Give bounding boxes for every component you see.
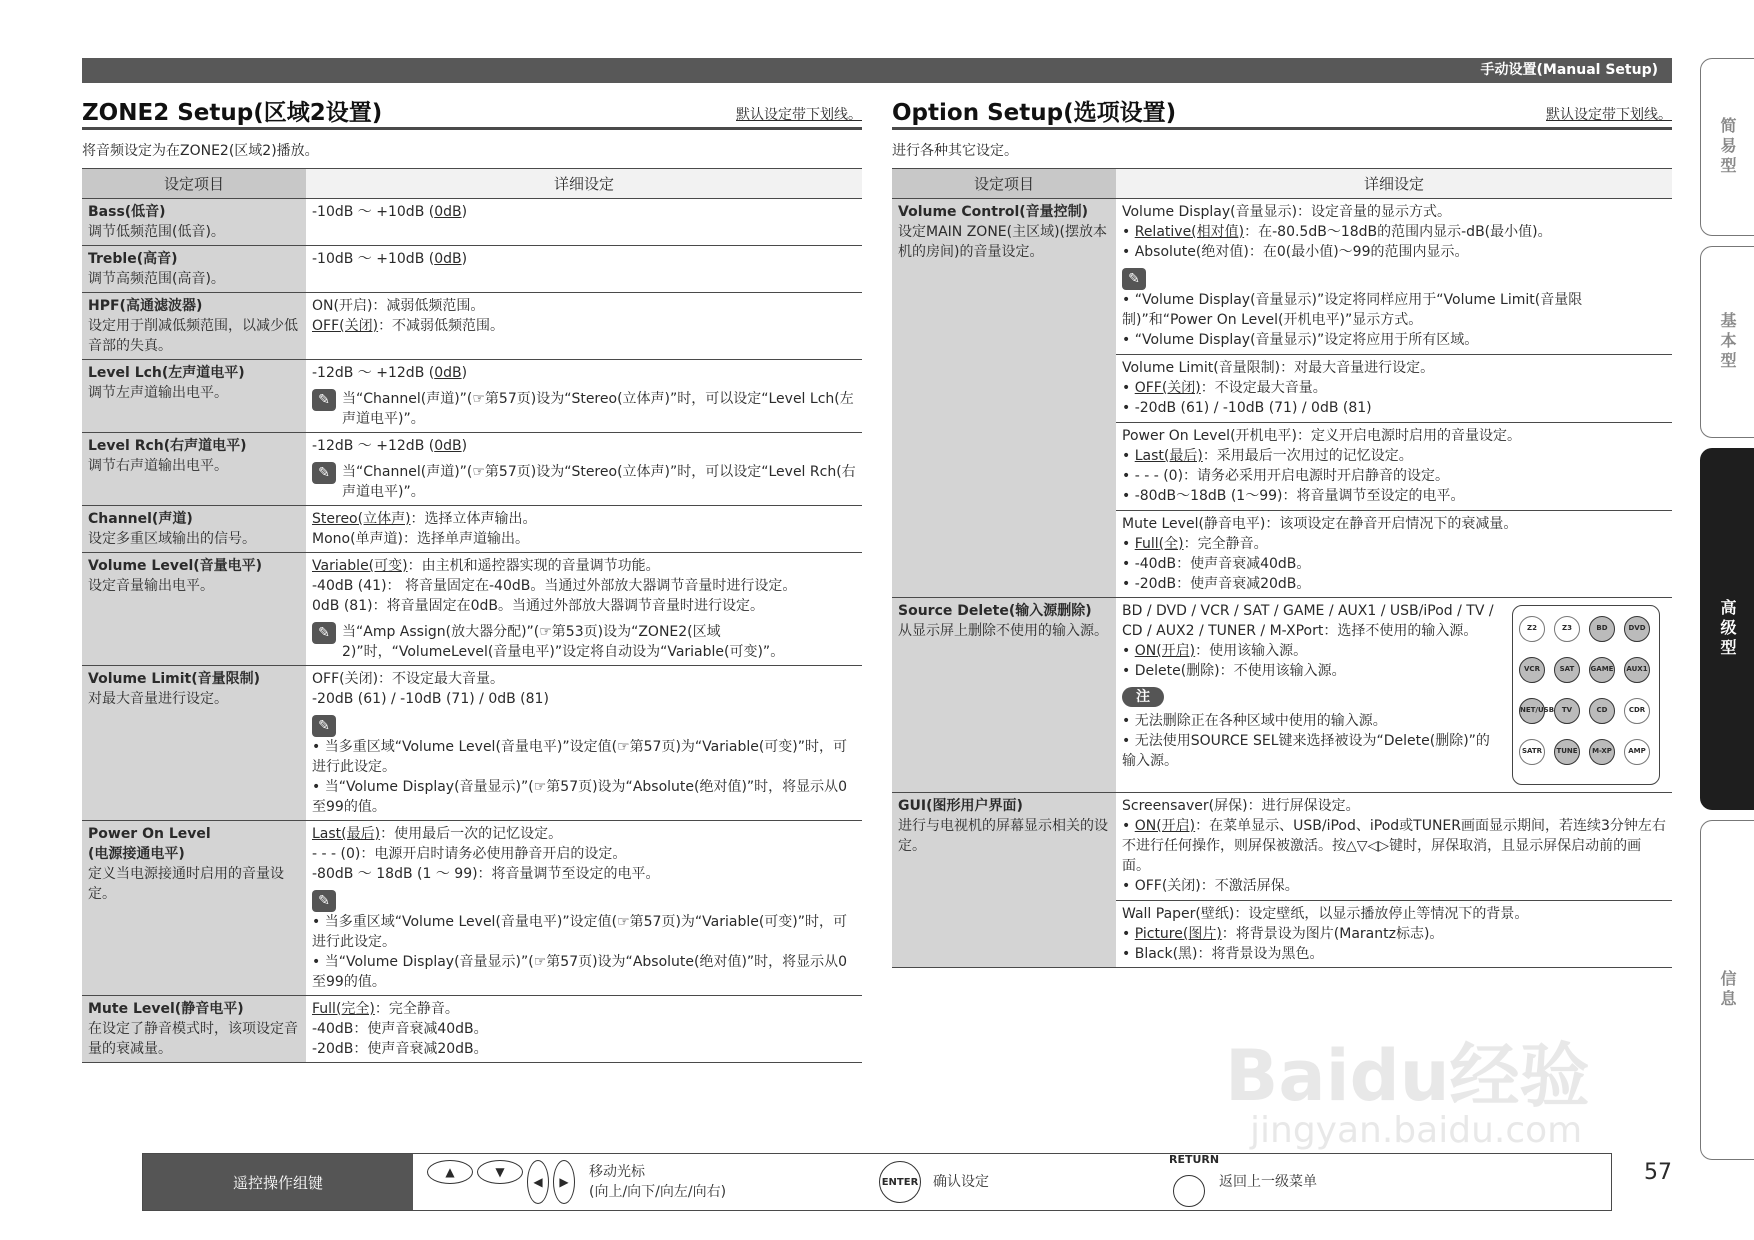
remote-button-amp: AMP (1624, 739, 1650, 765)
table-row: Level Rch(右声道电平) 调节右声道输出电平。 -12dB 〜 +12dB (0dB) ✎ 当“Channel(声道)”(☞第57页)设为“Stereo(立体声)”时，可以设定“Level Rch(右声道电平)”。 (82, 433, 862, 506)
page-number: 57 (1644, 1160, 1672, 1185)
enter-button-icon: ENTER (879, 1161, 921, 1203)
zone2-title: ZONE2 Setup(区域2设置) (82, 100, 383, 126)
caution-badge: 注 (1122, 687, 1164, 707)
watermark-logo: Baidu经验 (1225, 1035, 1590, 1117)
table-row: Source Delete(输入源删除) 从显示屏上删除不使用的输入源。 Z2 Z3 BD DVD VCR SAT GAME AUX1 NET/USB TV CD CDR SATR TUNE M-XP AMP BD / DVD / VCR / SAT / GAME / AUX1 / USB/iPod / TV / CD / AUX2 / TUNER / M-XPort：选择不使用的输入源。 • ON(开启)：使用该输入源。 • Delete(删除)：不使用该输入源。 注 • 无法删除正在各种区域中使用的输入源。 • 无法使用SOURCE SEL键来选择被设为“Delete(删除)”的输入源。 (892, 598, 1672, 793)
remote-button-bd: BD (1589, 616, 1615, 642)
tab-simple[interactable]: 简易型 (1700, 58, 1754, 236)
remote-button-cdr: CDR (1624, 698, 1650, 724)
table-row: Volume Limit(音量限制) 对最大音量进行设定。 OFF(关闭)：不设定最大音量。 -20dB (61) / -10dB (71) / 0dB (81) ✎ • 当多重区域“Volume Level(音量电平)”设定值(☞第57页)为“Variable(可变)”时，可进行此设定。 • 当“Volume Display(音量显示)”(☞第57页)设为“Absolute(绝对值)”时，将显示从0至99的值。 (82, 666, 862, 821)
remote-button-z2: Z2 (1519, 616, 1545, 642)
zone2-intro: 将音频设定为在ZONE2(区域2)播放。 (82, 143, 319, 159)
remote-button-vcr: VCR (1519, 657, 1545, 683)
pencil-icon: ✎ (312, 715, 336, 737)
remote-button-satr: SATR (1519, 739, 1545, 765)
table-row: Bass(低音) 调节低频范围(低音)。 -10dB 〜 +10dB (0dB) (82, 199, 862, 246)
default-note: 默认设定带下划线。 (736, 107, 862, 123)
right-arrow-icon: ▶ (553, 1160, 575, 1204)
option-title: Option Setup(选项设置) (892, 100, 1177, 126)
remote-button-sat: SAT (1554, 657, 1580, 683)
down-arrow-icon: ▼ (477, 1160, 523, 1184)
col-header-detail: 详细设定 (1116, 169, 1672, 199)
pencil-icon: ✎ (312, 622, 336, 644)
pencil-icon: ✎ (312, 389, 336, 411)
remote-keys-footer (142, 1153, 1612, 1211)
default-note: 默认设定带下划线。 (1546, 107, 1672, 123)
remote-button-cd: CD (1589, 698, 1615, 724)
move-cursor-dirs: (向上/向下/向左/向右) (589, 1184, 727, 1200)
option-setup-section (892, 96, 1672, 968)
table-row: Volume Control(音量控制) 设定MAIN ZONE(主区域)(摆放本机的房间)的音量设定。 Volume Display(音量显示)：设定音量的显示方式。 • Relative(相对值)：在-80.5dB〜18dB的范围内显示-dB(最小值)。 • Absolute(绝对值)：在0(最小值)〜99的范围内显示。 ✎ • “Volume Display(音量显示)”设定将同样应用于“Volume Limit(音量限制)”和“Power On Level(开机电平)”显示方式。 • “Volume Display(音量显示)”设定将应用于所有区域。 Volume Limit(音量限制)：对最大音量进行设定。 • OFF(关闭)：不设定最大音量。 • -20dB (61) / -10dB (71) / 0dB (81) Power On Level(开机电平)：定义开启电源时启用的音量设定。 • Last(最后)：采用最后一次用过的记忆设定。 • - - - (0)：请务必采用开启电源时开启静音的设定。 • -80dB〜18dB (1〜99)：将音量调节至设定的电平。 Mute Level(静音电平)：该项设定在静音开启情况下的衰减量。 • Full(全)：完全静音。 • -40dB：使声音衰减40dB。 • -20dB：使声音衰减20dB。 (892, 199, 1672, 598)
tab-basic[interactable]: 基本型 (1700, 246, 1754, 438)
table-row: Level Lch(左声道电平) 调节左声道输出电平。 -12dB 〜 +12dB (0dB) ✎ 当“Channel(声道)”(☞第57页)设为“Stereo(立体声)”时，可以设定“Level Lch(左声道电平)”。 (82, 360, 862, 433)
left-arrow-icon: ◀ (527, 1160, 549, 1204)
remote-button-dvd: DVD (1624, 616, 1650, 642)
pencil-icon: ✎ (1122, 268, 1146, 290)
option-intro: 进行各种其它设定。 (892, 143, 1018, 159)
remote-button-game: GAME (1589, 657, 1615, 683)
zone2-setup-section (82, 96, 862, 1063)
remote-button-tune: TUNE (1554, 739, 1580, 765)
table-row: Mute Level(静音电平) 在设定了静音模式时，该项设定音量的衰减量。 Full(完全)：完全静音。 -40dB：使声音衰减40dB。 -20dB：使声音衰减20dB。 (82, 996, 862, 1063)
watermark-url: jingyan.baidu.com (1250, 1110, 1583, 1151)
chapter-header (82, 58, 1672, 83)
remote-button-z3: Z3 (1554, 616, 1580, 642)
remote-button-aux1: AUX1 (1624, 657, 1650, 683)
return-button-icon: RETURN (1169, 1157, 1209, 1207)
up-arrow-icon: ▲ (427, 1160, 473, 1184)
remote-control-illustration (1512, 605, 1660, 785)
move-cursor-label: 移动光标 (589, 1164, 645, 1180)
col-header-detail: 详细设定 (306, 169, 862, 199)
return-text: 返回上一级菜单 (1219, 1174, 1317, 1190)
table-row: HPF(高通滤波器) 设定用于削减低频范围，以减少低音部的失真。 ON(开启)：减弱低频范围。 OFF(关闭)：不减弱低频范围。 (82, 293, 862, 360)
table-row: Power On Level (电源接通电平) 定义当电源接通时启用的音量设定。 Last(最后)：使用最后一次的记忆设定。 - - - (0)：电源开启时请务必使用静音开启的设定。 -80dB 〜 18dB (1 〜 99)：将音量调节至设定的电平。 ✎ • 当多重区域“Volume Level(音量电平)”设定值(☞第57页)为“Variable(可变)”时，可进行此设定。 • 当“Volume Display(音量显示)”(☞第57页)设为“Absolute(绝对值)”时，将显示从0至99的值。 (82, 821, 862, 996)
col-header-item: 设定项目 (892, 169, 1116, 199)
remote-button-tv: TV (1554, 698, 1580, 724)
chapter-title: 手动设置(Manual Setup) (1480, 62, 1658, 78)
option-table (892, 168, 1672, 968)
pencil-icon: ✎ (312, 890, 336, 912)
tab-info[interactable]: 信息 (1700, 820, 1754, 1160)
table-row: Channel(声道) 设定多重区域输出的信号。 Stereo(立体声)：选择立体声输出。 Mono(单声道)：选择单声道输出。 (82, 506, 862, 553)
remote-button-net-usb: NET/USB (1519, 698, 1545, 724)
zone2-table (82, 168, 862, 1063)
enter-text: 确认设定 (933, 1174, 989, 1190)
table-row: GUI(图形用户界面) 进行与电视机的屏幕显示相关的设定。 Screensaver(屏保)：进行屏保设定。 • ON(开启)：在菜单显示、USB/iPod、iPod或TUNER画面显示期间，若连续3分钟左右不进行任何操作，则屏保被激活。按△▽◁▷键时，屏保取消，且显示屏保启动前的画面。 • OFF(关闭)：不激活屏保。 Wall Paper(壁纸)：设定壁纸，以显示播放停止等情况下的背景。 • Picture(图片)：将背景设为图片(Marantz标志)。 • Black(黑)：将背景设为黑色。 (892, 793, 1672, 968)
tab-advanced[interactable]: 高级型 (1700, 448, 1754, 810)
col-header-item: 设定项目 (82, 169, 306, 199)
remote-button-m-xp: M-XP (1589, 739, 1615, 765)
pencil-icon: ✎ (312, 462, 336, 484)
footer-title: 遥控操作组键 (143, 1154, 413, 1210)
table-row: Treble(高音) 调节高频范围(高音)。 -10dB 〜 +10dB (0dB) (82, 246, 862, 293)
table-row: Volume Level(音量电平) 设定音量输出电平。 Variable(可变)：由主机和遥控器实现的音量调节功能。 -40dB (41)： 将音量固定在-40dB。当通过外部放大器调节音量时进行设定。 0dB (81)：将音量固定在0dB。当通过外部放大器调节音量时进行设定。 ✎ 当“Amp Assign(放大器分配)”(☞第53页)设为“ZONE2(区域2)”时，“VolumeLevel(音量电平)”设定将自动设为“Variable(可变)”。 (82, 553, 862, 666)
